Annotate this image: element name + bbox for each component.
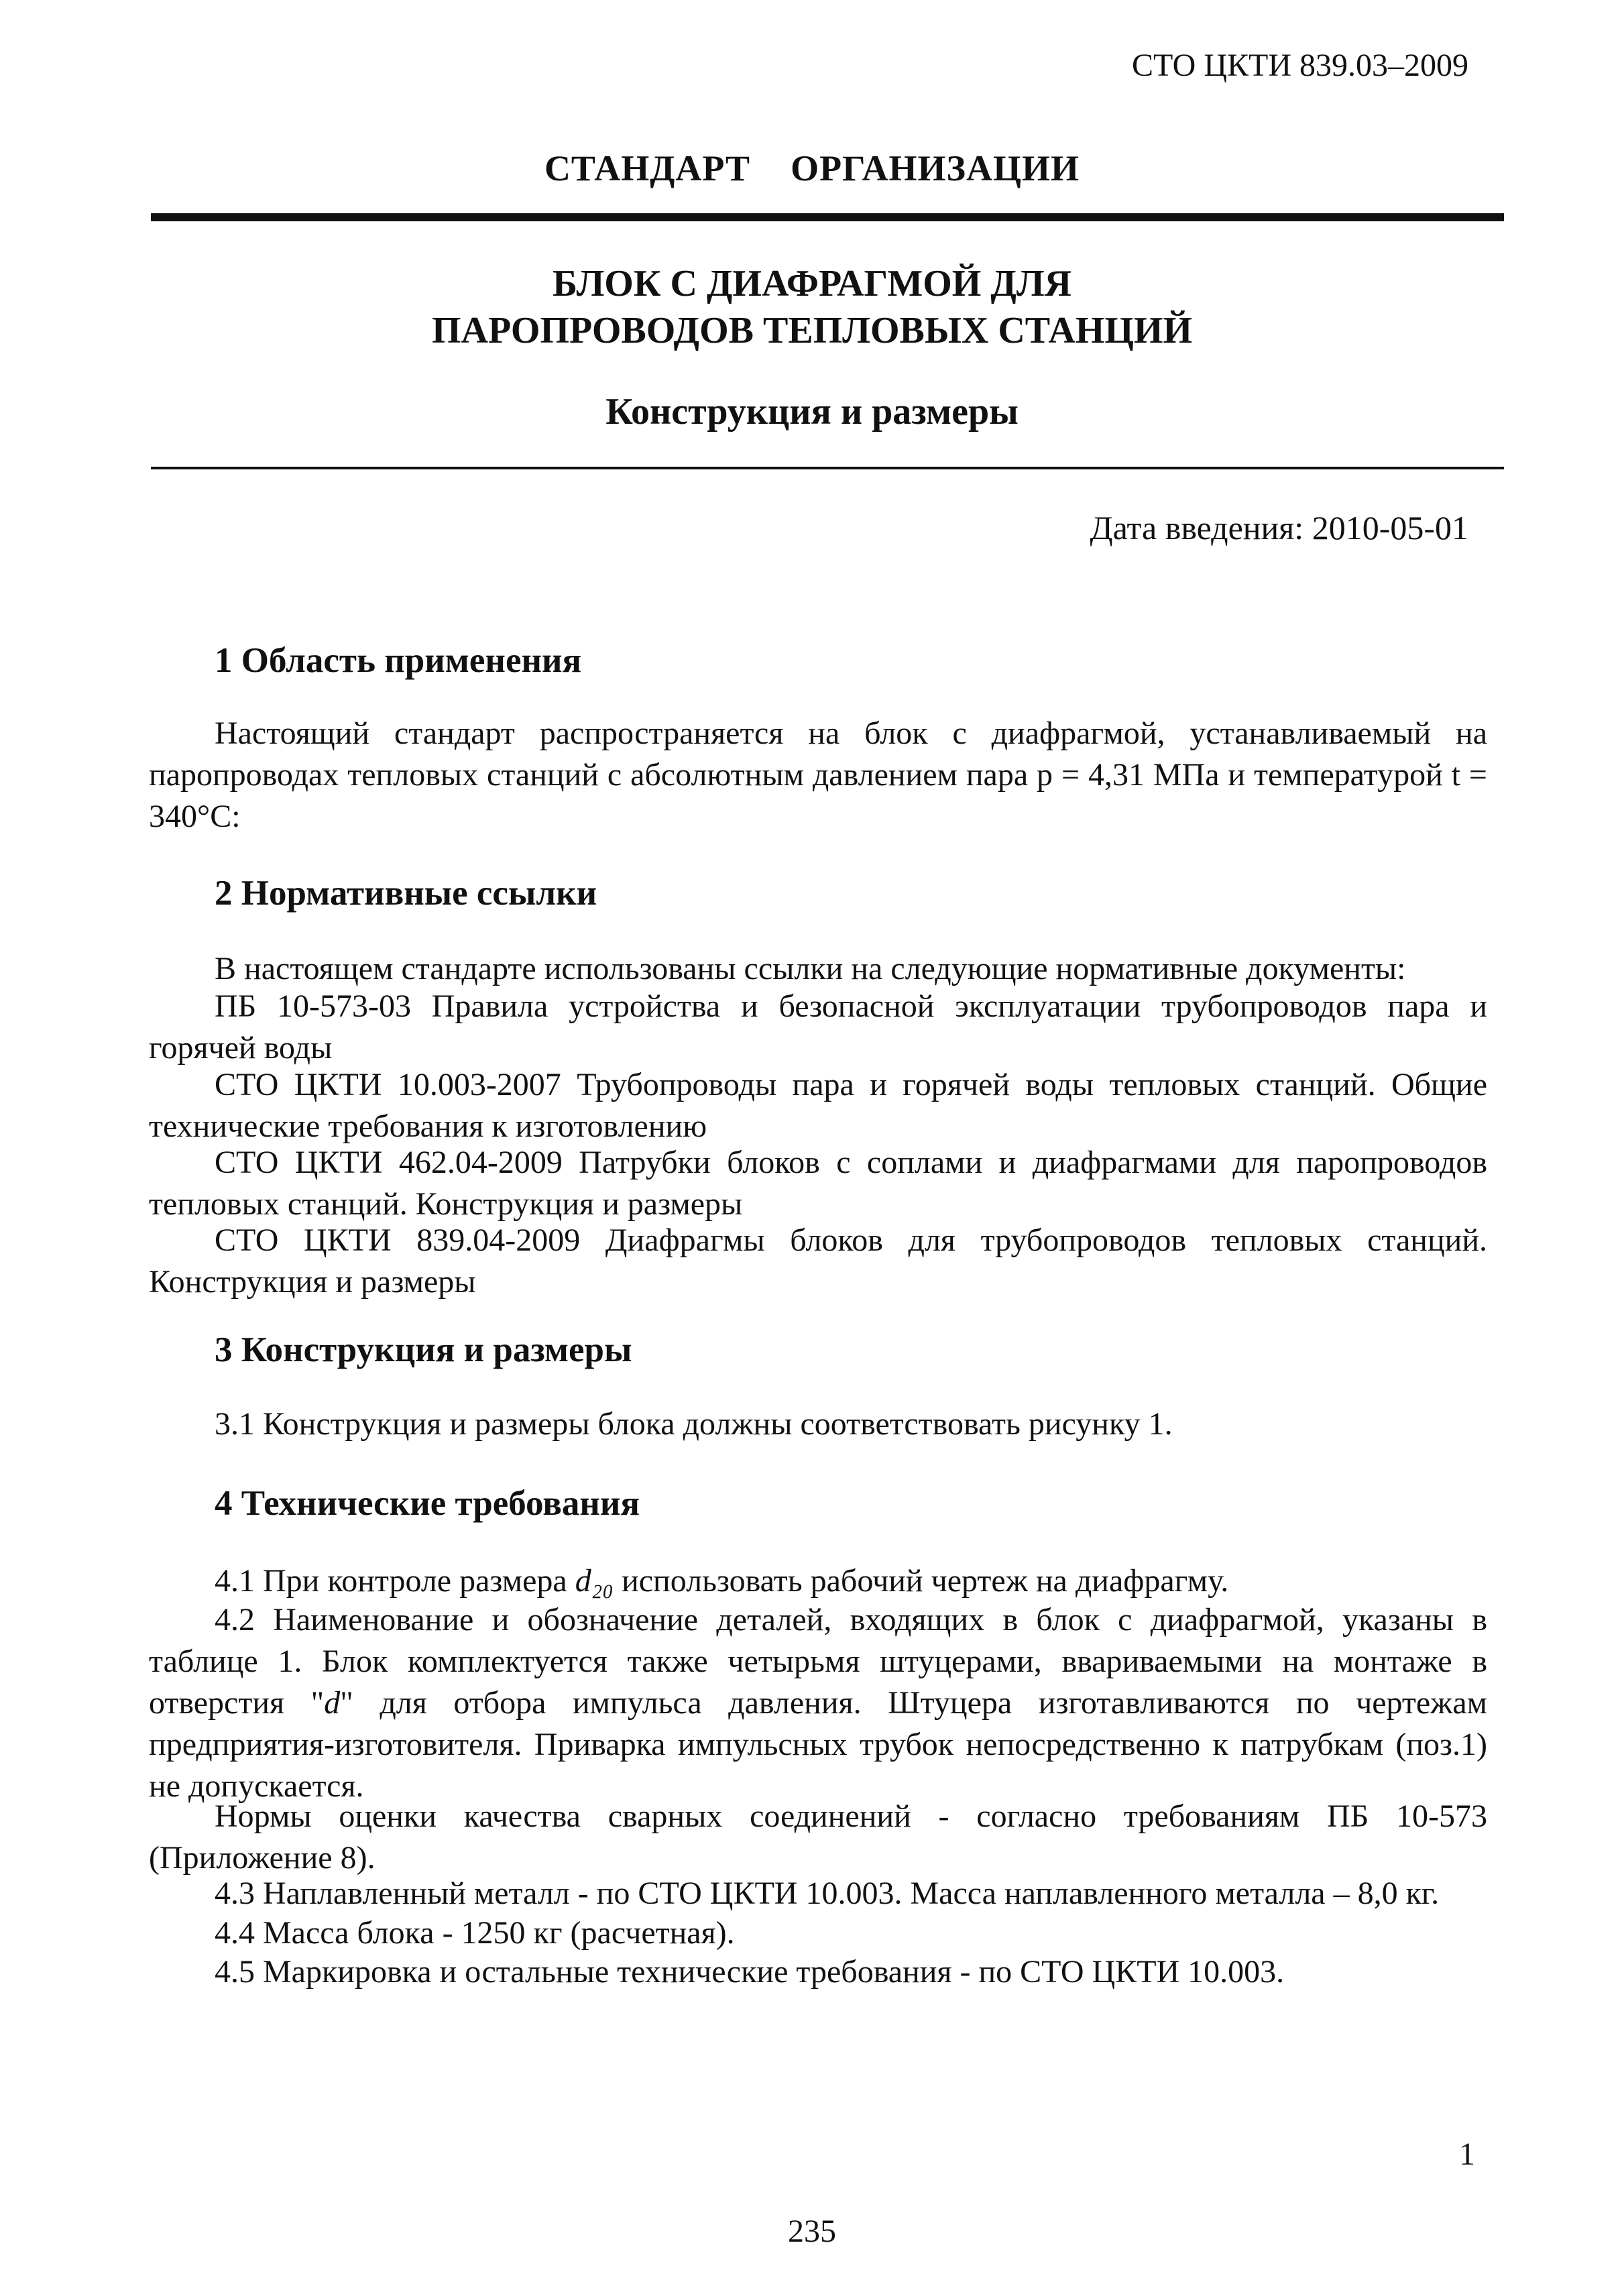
section-4-weld-norms: Нормы оценки качества сварных соединений - согласно требованиям ПБ 10-573 (Приложение 8). bbox=[149, 1798, 1487, 1876]
document-title bbox=[0, 260, 1624, 354]
section-4-item-4-3: 4.3 Наплавленный металл - по СТО ЦКТИ 10.003. Масса наплавленного металла – 8,0 кг. bbox=[215, 1876, 1440, 1911]
section-2-heading: 2 Нормативные ссылки bbox=[215, 874, 597, 913]
section-1-heading: 1 Область применения bbox=[215, 641, 582, 680]
sheet-number: 235 bbox=[788, 2214, 836, 2249]
thin-rule bbox=[151, 467, 1504, 469]
item-4-1-variable: d₂₀ bbox=[575, 1563, 614, 1599]
item-4-2-text-start: 4.2 Наименование и обозначение деталей, входящих в блок с диафрагмой, указаны в таблице 1. Блок комплектуется также четырьмя штуцерами, ввариваемыми на монтаже в отверстия " bbox=[149, 1602, 1487, 1721]
document-subtitle: Конструкция и размеры bbox=[605, 391, 1019, 433]
reference-item: СТО ЦКТИ 462.04-2009 Патрубки блоков с соплами и диафрагмами для паропроводов тепловых станций. Конструкция и размеры bbox=[149, 1145, 1487, 1222]
section-4-item-4-2 bbox=[149, 1599, 1487, 1807]
section-1-paragraph: Настоящий стандарт распространяется на блок с диафрагмой, устанавливаемый на паропроводах тепловых станций с абсолютным давлением пара p = 4,31 МПа и температурой t = 340°С: bbox=[149, 715, 1487, 834]
section-4-item-4-5: 4.5 Маркировка и остальные технические требования - по СТО ЦКТИ 10.003. bbox=[215, 1954, 1285, 1990]
section-2-intro: В настоящем стандарте использованы ссылки на следующие нормативные документы: bbox=[215, 951, 1406, 986]
page-number: 1 bbox=[1459, 2136, 1475, 2172]
reference-item: ПБ 10-573-03 Правила устройства и безопасной эксплуатации трубопроводов пара и горячей воды bbox=[149, 988, 1487, 1066]
organization-standard-title bbox=[0, 148, 1624, 189]
item-4-1-text-end: использовать рабочий чертеж на диафрагму. bbox=[614, 1563, 1229, 1599]
section-3-paragraph: 3.1 Конструкция и размеры блока должны соответствовать рисунку 1. bbox=[215, 1406, 1173, 1442]
section-3-heading: 3 Конструкция и размеры bbox=[215, 1330, 632, 1369]
item-4-2-variable: d bbox=[324, 1685, 341, 1721]
reference-item: СТО ЦКТИ 10.003-2007 Трубопроводы пара и горячей воды тепловых станций. Общие технические требования к изготовлению bbox=[149, 1067, 1487, 1144]
item-4-1-text-start: 4.1 При контроле размера bbox=[215, 1563, 575, 1599]
title-line-1: БЛОК С ДИАФРАГМОЙ ДЛЯ bbox=[552, 263, 1072, 304]
org-title-word-1: СТАНДАРТ bbox=[544, 148, 751, 188]
section-4-item-4-1 bbox=[149, 1560, 1487, 1602]
item-4-2-text-end: " для отбора импульса давления. Штуцера изготавливаются по чертежам предприятия-изготовителя. Приварка импульсных трубок непосредственно к патрубкам (поз.1) не допускается. bbox=[149, 1685, 1488, 1804]
introduction-date: Дата введения: 2010-05-01 bbox=[1090, 509, 1468, 547]
document-code: СТО ЦКТИ 839.03–2009 bbox=[1131, 48, 1468, 83]
section-4-heading: 4 Технические требования bbox=[215, 1484, 640, 1523]
title-line-2: ПАРОПРОВОДОВ ТЕПЛОВЫХ СТАНЦИЙ bbox=[432, 310, 1192, 351]
thick-rule bbox=[151, 213, 1504, 221]
section-4-item-4-4: 4.4 Масса блока - 1250 кг (расчетная). bbox=[215, 1915, 735, 1951]
org-title-word-2: ОРГАНИЗАЦИИ bbox=[791, 148, 1080, 188]
reference-item: СТО ЦКТИ 839.04-2009 Диафрагмы блоков для трубопроводов тепловых станций. Конструкция и размеры bbox=[149, 1222, 1487, 1300]
